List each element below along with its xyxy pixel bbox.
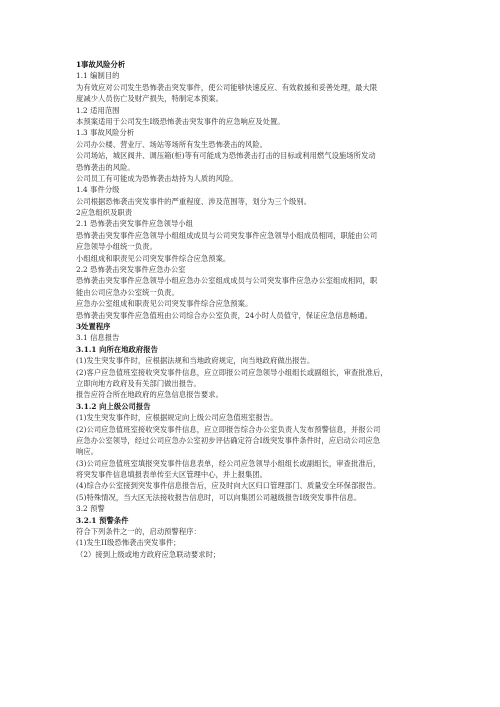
paragraph-line: 应急办公室领导，经过公司应急办公室初步评估确定符合I级突发事件条件时，应启动公司应急 (76, 435, 381, 445)
paragraph-line: 应急办公室组成和职责见公司突发事件综合应急预案。 (76, 299, 253, 309)
paragraph-line: 应急领导小组统一负责。 (76, 242, 157, 252)
paragraph-line: 小组组成和职责见公司突发事件综合应急预案。 (76, 253, 231, 263)
paragraph-line: 响应。 (76, 447, 99, 457)
paragraph-line: 度减少人员伤亡及财产损失，特制定本预案。 (76, 94, 223, 104)
paragraph-line: 恐怖袭击突发事件应急领导小组应急办公室组成成员与公司突发事件应急办公室组成相同，职 (76, 276, 378, 286)
paragraph-line: 公司场站，城区阀井、调压箱(柜)等有可能成为恐怖袭击打击的目标或利用燃气设施场所发动 (76, 151, 376, 161)
paragraph-line: 能由公司应急办公室统一负责。 (76, 287, 179, 297)
paragraph-line: 恐怖袭击突发事件应急领导小组组成成员与公司突发事件应急领导小组成员相同，职能由公司 (76, 230, 378, 240)
paragraph-line: 恐怖袭击的风险。 (76, 162, 135, 172)
paragraph-line: 公司根据恐怖袭击突发事件的严重程度、涉及范围等，划分为三个级别。 (76, 196, 312, 206)
paragraph-line: 报告应符合所在地政府的应急信息报告要求。 (76, 390, 223, 400)
section-heading: 3处置程序 (76, 321, 111, 331)
paragraph-line: 立即向地方政府及有关部门做出报告。 (76, 378, 201, 388)
paragraph-line: (4)综合办公室接到突发事件信息报告后，应及时向大区归口管理部门、质量安全环保部报告。 (76, 481, 381, 491)
section-heading: 1事故风险分析 (76, 60, 126, 69)
subsection-heading: 3.2.1 预警条件 (76, 515, 129, 525)
paragraph-line: 公司办公楼、营业厅、场站等场所有发生恐怖袭击的风险。 (76, 139, 268, 149)
paragraph-line: 将突发事件信息填报表单传至大区管理中心，并上报集团。 (76, 470, 268, 480)
paragraph-line: (1)发生II级恐怖袭击突发事件； (76, 538, 181, 548)
paragraph-line: 1.1 编制目的 (76, 71, 120, 81)
paragraph-line: 本预案适用于公司发生I级恐怖袭击突发事件的应急响应及处置。 (76, 116, 285, 126)
paragraph-line: 1.2 适用范围 (76, 105, 120, 115)
paragraph-line: （2）接到上级或地方政府应急联动要求时； (76, 549, 221, 559)
paragraph-line: (5)特殊情况，当大区无法接收报告信息时，可以向集团公司越级报告I级突发事件信息。 (76, 492, 362, 502)
paragraph-line: 符合下列条件之一的，启动预警程序： (76, 527, 201, 537)
paragraph-line: 公司员工有可能成为恐怖袭击劫持为人质的风险。 (76, 173, 238, 183)
paragraph-line: (3)公司应急值班室填报突发事件信息表单，经公司应急领导小组组长或副组长，审查批准后， (76, 458, 381, 468)
paragraph-line: 3.1 信息报告 (76, 333, 120, 343)
paragraph-line: (2)客户应急值班室接收突发事件信息，应立即报公司应急领导小组组长或副组长，审查批准后， (76, 367, 388, 377)
paragraph-line: 恐怖袭击突发事件应急值班由公司综合办公室负责，24小时人员值守，保证应急信息畅通。 (76, 310, 372, 320)
paragraph-line: (1)发生突发事件时，应根据法规和当地政府规定，向当地政府做出报告。 (76, 356, 315, 366)
document-body (76, 59, 448, 560)
paragraph-line: 1.3 事故风险分析 (76, 128, 135, 138)
subsection-heading: 3.1.2 向上级公司报告 (76, 401, 151, 411)
paragraph-line: 2应急组织及职责 (76, 208, 133, 218)
paragraph-line: 2.1 恐怖袭击突发事件应急领导小组 (76, 219, 193, 229)
subsection-heading: 3.1.1 向所在地政府报告 (76, 344, 158, 354)
paragraph-line: (1)发生突发事件时，应根据规定向上级公司应急值班室报告。 (76, 413, 278, 423)
paragraph-line: 3.2 预警 (76, 504, 105, 514)
paragraph-line: 2.2 恐怖袭击突发事件应急办公室 (76, 265, 186, 275)
paragraph-line: 为有效应对公司发生恐怖袭击突发事件，使公司能够快速反应、有效救援和妥善处理，最大限 (76, 82, 378, 92)
paragraph-line: (2)公司应急值班室接收突发事件信息，应立即报告综合办公室负责人发布预警信息，并报公司 (76, 424, 381, 434)
paragraph-line: 1.4 事件分级 (76, 185, 120, 195)
